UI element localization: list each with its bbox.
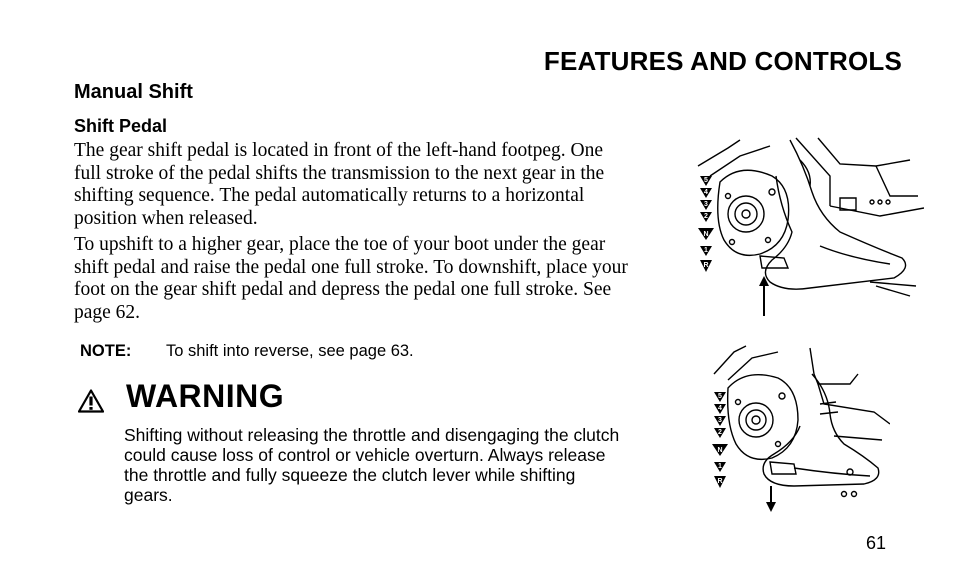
- svg-text:R: R: [717, 478, 723, 485]
- svg-text:5: 5: [718, 393, 722, 400]
- svg-text:N: N: [717, 447, 723, 454]
- paragraph-upshift-downshift: To upshift to a higher gear, place the toe of your boot under the gear shift pedal and raise the pedal one full stroke. To downshift, place your foot on the gear shift pedal and depress the pedal one full stroke. See page 62.: [74, 234, 628, 323]
- note-text: To shift into reverse, see page 63.: [166, 342, 414, 360]
- svg-text:N: N: [703, 231, 709, 238]
- svg-text:4: 4: [718, 405, 722, 412]
- gear-marker-n: [698, 228, 714, 240]
- paragraph-shift-pedal-location: The gear shift pedal is located in front of the left-hand footpeg. One full stroke of the pedal shifts the transmission to the next gear in the shifting sequence. The pedal automatically returns to a horizontal position when released.: [74, 140, 605, 229]
- gear-marker-1: [700, 246, 712, 256]
- gear-marker-3: [700, 200, 712, 210]
- gear-marker-2: [700, 212, 712, 222]
- svg-text:2: 2: [718, 429, 722, 436]
- svg-text:2: 2: [704, 213, 708, 220]
- gear-marker-4: [714, 404, 726, 414]
- warning-triangle-icon: [78, 389, 104, 413]
- gear-marker-1: [714, 462, 726, 472]
- gear-marker-2: [714, 428, 726, 438]
- gear-marker-5: [700, 176, 712, 186]
- svg-text:1: 1: [704, 247, 708, 254]
- upshift-illustration: [680, 136, 924, 318]
- gear-marker-4: [700, 188, 712, 198]
- gear-marker-r: [700, 260, 712, 272]
- gear-marker-3: [714, 416, 726, 426]
- gear-marker-5: [714, 392, 726, 402]
- warning-text: Shifting without releasing the throttle and disengaging the clutch could cause loss of control or vehicle overturn. Always release the throttle and fully squeeze the clutch lever while shifting gears.: [124, 425, 620, 505]
- note-label: NOTE:: [80, 342, 132, 360]
- section-heading: Manual Shift: [74, 81, 193, 103]
- svg-text:5: 5: [704, 177, 708, 184]
- svg-text:R: R: [703, 262, 709, 269]
- up-arrow-icon: [759, 276, 769, 316]
- gear-marker-r: [714, 476, 726, 488]
- warning-title: WARNING: [126, 378, 285, 414]
- gear-marker-n: [712, 444, 728, 456]
- svg-text:4: 4: [704, 189, 708, 196]
- downshift-illustration: [694, 344, 890, 516]
- svg-text:3: 3: [704, 201, 708, 208]
- note: [80, 342, 414, 361]
- svg-text:3: 3: [718, 417, 722, 424]
- svg-text:1: 1: [718, 463, 722, 470]
- page-number: 61: [866, 533, 887, 553]
- page-header-title: FEATURES AND CONTROLS: [543, 46, 902, 76]
- down-arrow-icon: [766, 486, 776, 512]
- subsection-heading: Shift Pedal: [74, 116, 168, 136]
